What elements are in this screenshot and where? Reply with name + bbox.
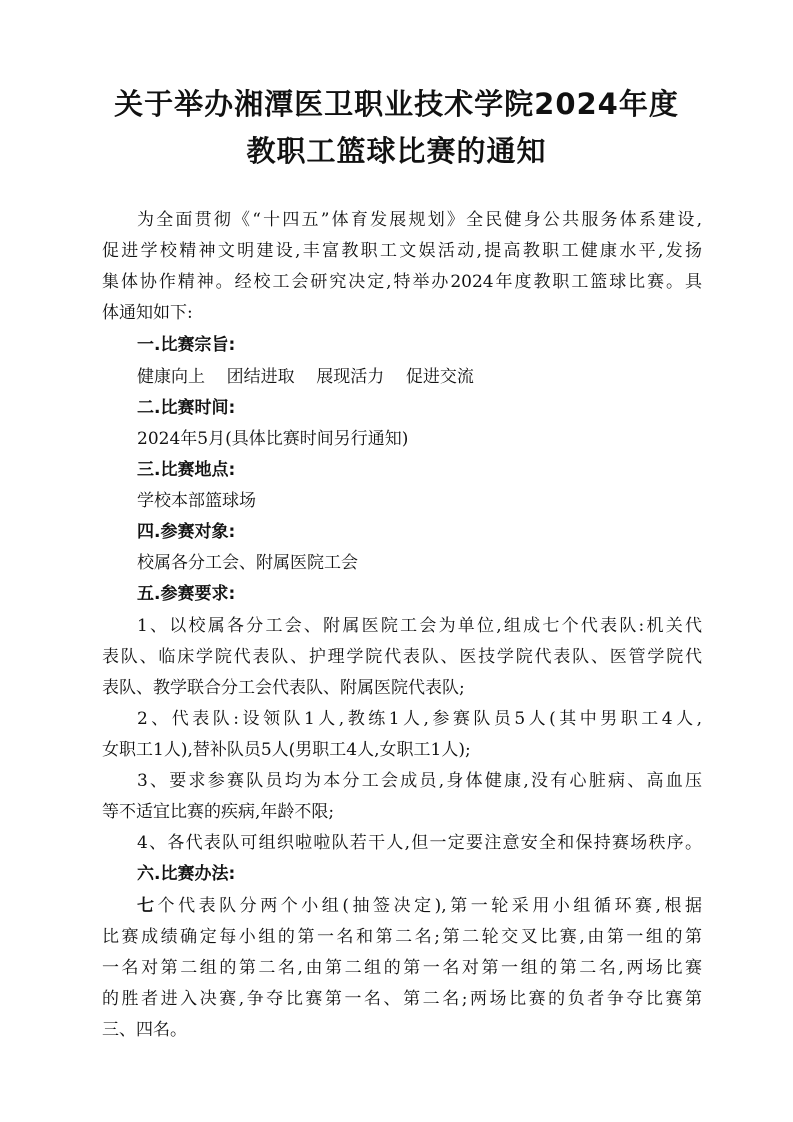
intro-line-4: 体通知如下: [102, 303, 193, 323]
intro-line-1: 为全面贯彻《“十四五”体育发展规划》全民健身公共服务体系建设, [137, 210, 702, 230]
section-5-line-6: 3、要求参赛队员均为本分工会成员,身体健康,没有心脏病、高血压 [137, 771, 702, 791]
section-5-heading: 五.参赛要求: [137, 584, 236, 604]
title-line-1: 关于举办湘潭医卫职业技术学院2024年度 [114, 87, 679, 121]
section-1-body: 健康向上 团结进取 展现活力 促进交流 [137, 367, 474, 387]
section-1-heading: 一.比赛宗旨: [137, 335, 236, 355]
section-2-heading: 二.比赛时间: [137, 398, 236, 418]
section-6-line-3: 一名对第二组的第二名,由第二组的第一名对第一组的第二名,两场比赛 [102, 958, 702, 978]
section-4-heading: 四.参赛对象: [137, 522, 236, 542]
section-6-line-1-rest: 个代表队分两个小组(抽签决定),第一轮采用小组循环赛,根据 [157, 896, 703, 916]
section-2-body: 2024年5月(具体比赛时间另行通知) [137, 429, 409, 449]
intro-line-3: 集体协作精神。经校工会研究决定,特举办2024年度教职工篮球比赛。具 [102, 272, 702, 292]
section-5-line-1: 1、以校属各分工会、附属医院工会为单位,组成七个代表队:机关代 [137, 616, 702, 636]
section-3-body: 学校本部篮球场 [137, 491, 256, 511]
section-6-line-4: 的胜者进入决赛,争夺比赛第一名、第二名;两场比赛的负者争夺比赛第 [102, 989, 702, 1009]
section-6-line-5: 三、四名。 [102, 1020, 187, 1040]
section-6-heading: 六.比赛办法: [137, 864, 236, 884]
section-5-line-2: 表队、临床学院代表队、护理学院代表队、医技学院代表队、医管学院代 [102, 647, 702, 667]
section-5-line-8: 4、各代表队可组织啦啦队若干人,但一定要注意安全和保持赛场秩序。 [137, 833, 702, 853]
section-6-line-1 [137, 895, 702, 917]
section-5-line-5: 女职工1人),替补队员5人(男职工4人,女职工1人); [102, 740, 471, 760]
section-6-first-char: 七 [137, 896, 158, 916]
section-5-line-3: 表队、教学联合分工会代表队、附属医院代表队; [102, 678, 465, 698]
intro-line-2: 促进学校精神文明建设,丰富教职工文娱活动,提高教职工健康水平,发扬 [102, 241, 702, 261]
section-5-line-4: 2、代表队:设领队1人,教练1人,参赛队员5人(其中男职工4人, [137, 709, 702, 729]
section-4-body: 校属各分工会、附属医院工会 [137, 553, 358, 573]
title-line-2: 教职工篮球比赛的通知 [246, 134, 547, 168]
section-5-line-7: 等不适宜比赛的疾病,年龄不限; [102, 802, 335, 822]
section-3-heading: 三.比赛地点: [137, 460, 236, 480]
section-6-line-2: 比赛成绩确定每小组的第一名和第二名;第二轮交叉比赛,由第一组的第 [102, 927, 702, 947]
